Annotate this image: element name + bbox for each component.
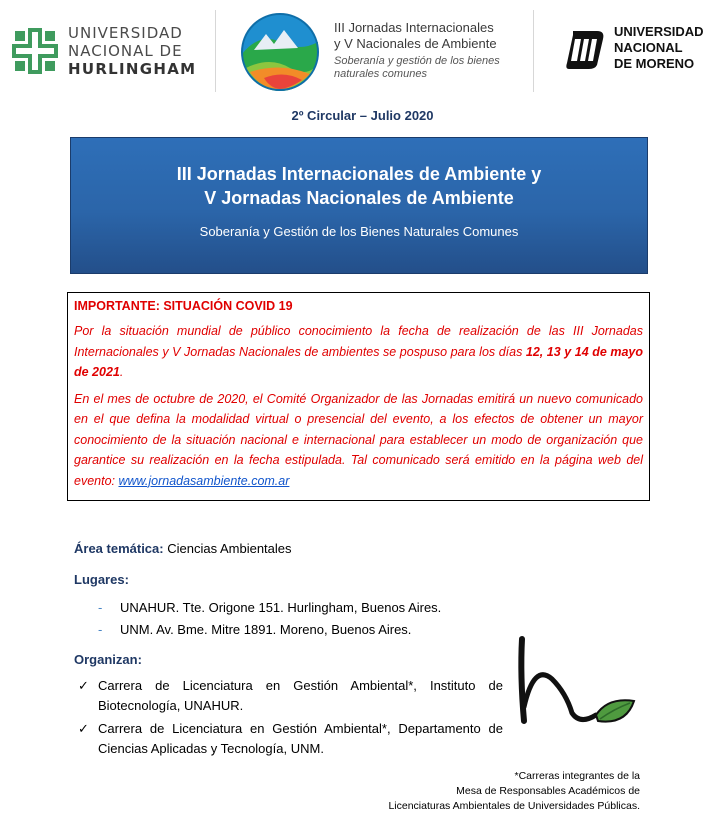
organizan-heading [74,652,142,667]
lugar-item: UNAHUR. Tte. Origone 151. Hurlingham, Buenos Aires. [120,600,442,615]
dash-bullet-icon: - [98,600,103,615]
unm-mark-icon [565,25,607,71]
area-label: Área temática: [74,541,164,556]
jornadas-logo-line1: III Jornadas Internacionales [334,20,494,35]
jornadas-logo-tagline1: Soberanía y gestión de los bienes [334,55,500,67]
covid-notice-paragraph-1 [74,321,643,383]
unahur-line3: HURLINGHAM [68,60,197,78]
unm-logo-text [614,24,704,72]
jornadas-logo-tagline2: naturales comunes [334,68,427,80]
organizer-text: Carrera de Licenciatura en Gestión Ambiental*, Instituto de Biotecnología, UNAHUR. [98,678,503,713]
unahur-cross-icon [12,28,58,74]
area-tematica [74,541,292,556]
jornadas-logo-line2: y V Nacionales de Ambiente [334,36,497,51]
covid-p1-dates: 12, 13 y 14 de mayo de 2021 [74,344,643,379]
check-icon: ✓ [78,678,89,693]
covid-p2-text: En el mes de octubre de 2020, el Comité Organizador de las Jornadas emitirá un nuevo comunicado en el que defina la modalidad virtual o presencial del evento, a los efectos de obtener un mayor conocimiento de la situación nacional e internacional para establecer un modo de organización que garantice su realización en la fecha estipulada. Tal comunicado será emitido en la página web del evento: [74,391,643,488]
banner-subtitle: Soberanía y Gestión de los Bienes Naturales Comunes [199,224,519,239]
jornadas-logo-text [334,20,524,81]
lugares-heading [74,572,129,587]
unm-line3: DE MORENO [614,56,695,71]
footnote-line3: Licenciaturas Ambientales de Universidades Públicas. [388,800,640,812]
covid-p1-end: . [119,365,124,379]
check-icon: ✓ [78,721,89,736]
banner-title-line1: III Jornadas Internacionales de Ambiente y [176,164,542,184]
footnote [388,769,640,814]
covid-p1-text: Por la situación mundial de público conocimiento la fecha de realización de las III Jornadas Internacionales y V Jornadas Nacionales de ambientes se pospuso para los días [74,324,643,359]
covid-notice-box [67,292,650,501]
unm-line1: UNIVERSIDAD [614,24,704,39]
organizer-text: Carrera de Licenciatura en Gestión Ambiental*, Departamento de Ciencias Aplicadas y Tecnología, UNM. [98,721,503,756]
organizer-item [78,676,503,716]
h-leaf-logo-icon [512,635,637,730]
event-website-link[interactable]: www.jornadasambiente.com.ar [118,473,290,488]
banner-title-line2: V Jornadas Nacionales de Ambiente [204,188,514,208]
jornadas-logo [240,12,320,97]
unahur-line1: UNIVERSIDAD [68,24,183,42]
title-banner [70,137,648,274]
unm-line2: NACIONAL [614,40,683,55]
globe-landscape-icon [240,12,320,92]
footnote-line1: *Carreras integrantes de la [514,770,640,782]
dash-bullet-icon: - [98,622,103,637]
lugar-item: UNM. Av. Bme. Mitre 1891. Moreno, Buenos Aires. [120,622,412,637]
header-divider [533,10,534,92]
circular-heading: 2º Circular – Julio 2020 [291,108,434,123]
lugares-label: Lugares: [74,572,129,587]
unahur-logo [12,24,196,78]
unm-logo [565,25,607,76]
letterhead [0,0,725,95]
covid-notice-paragraph-2 [74,389,643,492]
footnote-line2: Mesa de Responsables Académicos de [456,785,640,797]
covid-notice-title: IMPORTANTE: SITUACIÓN COVID 19 [74,299,293,313]
unahur-logo-text [68,24,196,78]
unahur-line2: NACIONAL DE [68,42,183,60]
organizer-item [78,719,503,759]
area-value: Ciencias Ambientales [163,541,292,556]
header-divider [215,10,216,92]
organizan-label: Organizan: [74,652,142,667]
